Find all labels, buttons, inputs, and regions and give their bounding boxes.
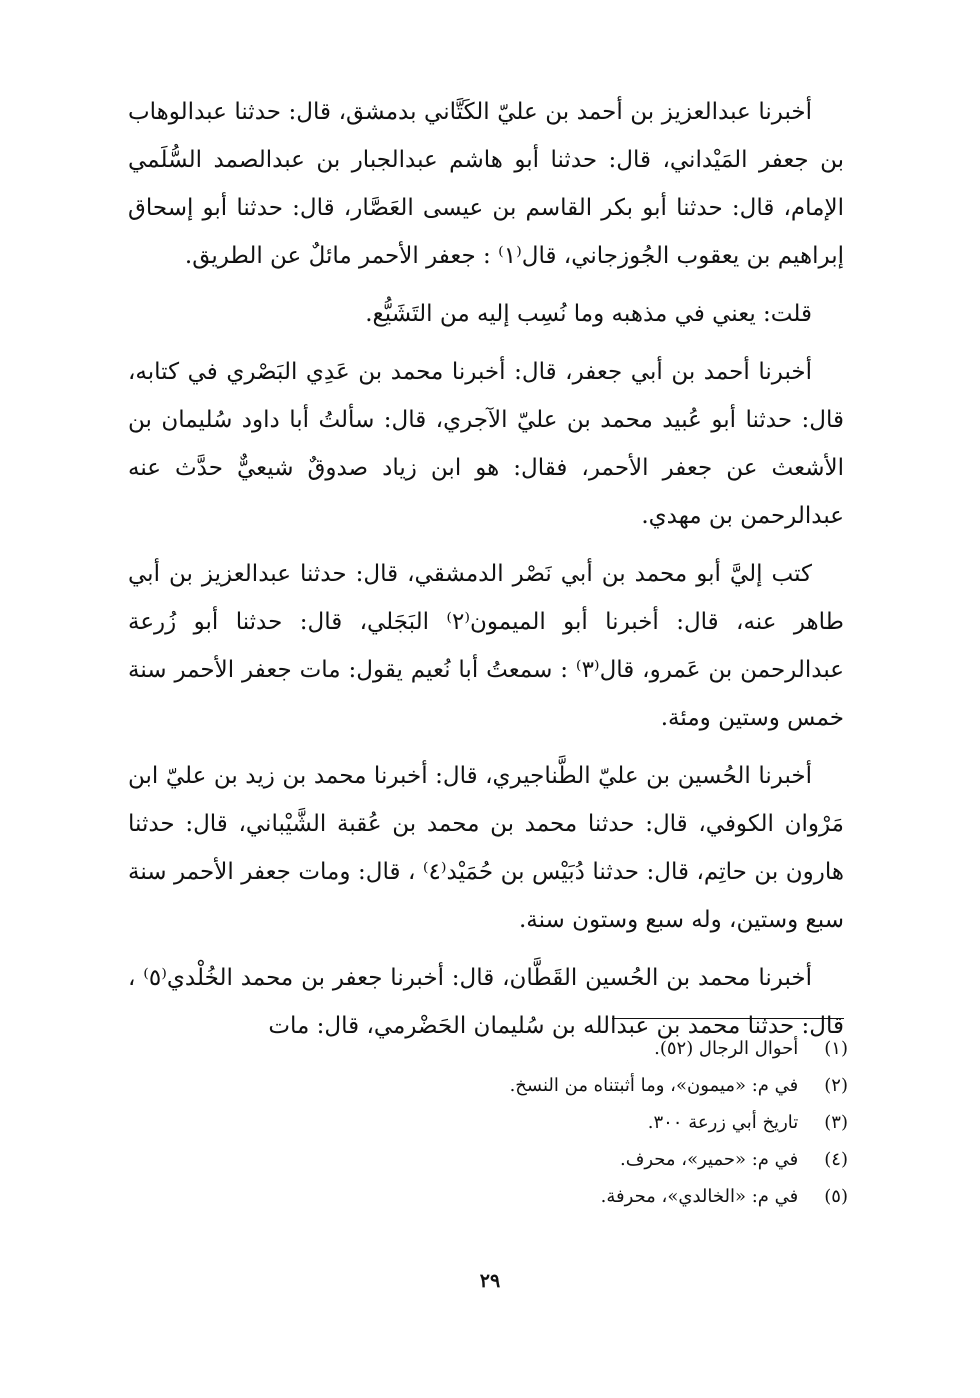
- footnote-text: أحوال الرجال (٥٢).: [654, 1038, 799, 1059]
- footnote-number: (١): [824, 1038, 848, 1059]
- footnote-text: في م: «الخالدي»، محرفة.: [600, 1186, 799, 1207]
- footnote-3: [248, 1104, 848, 1141]
- footnote-5: [248, 1178, 848, 1215]
- paragraph-3: أخبرنا أحمد بن أبي جعفر، قال: أخبرنا محمد بن عَدِي البَصْري في كتابه، قال: حدثنا أبو عُبيد محمد بن عليّ الآجري، قال: سألتُ أبا داود سُليمان بن الأشعث عن جعفر الأحمر، فقال: هو ابن زياد صدوقٌ شيعيٌّ حدَّث عنه عبدالرحمن بن مهدي.: [128, 359, 844, 529]
- paragraph-6: أخبرنا محمد بن الحُسين القَطَّان، قال: أخبرنا جعفر بن محمد الخُلْدي⁽٥⁾ ، قال: حدثنا محمد بن عبدالله بن سُليمان الحَضْرمي، قال: مات: [128, 965, 844, 1039]
- main-text: [128, 88, 844, 1060]
- footnote-number: (٤): [824, 1149, 848, 1170]
- paragraph-1: أخبرنا عبدالعزيز بن أحمد بن عليّ الكَتَّاني بدمشق، قال: حدثنا عبدالوهاب بن جعفر المَيْداني، قال: حدثنا أبو هاشم عبدالجبار بن عبدالصمد السُّلَمي الإمام، قال: حدثنا أبو بكر القاسم بن عيسى العَصَّار، قال: حدثنا أبو إسحاق إبراهيم بن يعقوب الجُوزجاني، قال⁽١⁾ : جعفر الأحمر مائلٌ عن الطريق.: [128, 99, 844, 269]
- footnote-number: (٥): [824, 1186, 848, 1207]
- footnote-separator: [612, 1018, 844, 1019]
- paragraph-4: كتب إليَّ أبو محمد بن أبي نَصْر الدمشقي، قال: حدثنا عبدالعزيز بن أبي طاهر عنه، قال: أخبرنا أبو الميمون⁽٢⁾ البَجَلي، قال: حدثنا أبو زُرعة عبدالرحمن بن عَمرو، قال⁽٣⁾ : سمعتُ أبا نُعيم يقول: مات جعفر الأحمر سنة خمس وستين ومئة.: [128, 561, 844, 731]
- footnote-text: تاريخ أبي زرعة ٣٠٠.: [647, 1112, 799, 1133]
- footnote-number: (٣): [824, 1112, 848, 1133]
- footnote-text: في م: «حمير»، محرف.: [619, 1149, 799, 1170]
- footnotes: [248, 1030, 848, 1215]
- footnote-2: [248, 1067, 848, 1104]
- footnote-number: (٢): [824, 1075, 848, 1096]
- footnote-text: في م: «ميمون»، وما أثبتناه من النسخ.: [509, 1075, 799, 1096]
- footnote-4: [248, 1141, 848, 1178]
- paragraph-2: قلت: يعني في مذهبه وما نُسِب إليه من التَشَيُّع.: [365, 301, 812, 327]
- footnote-1: [248, 1030, 848, 1067]
- paragraph-5: أخبرنا الحُسين بن عليّ الطَّناجيري، قال: أخبرنا محمد بن زيد بن عليّ ابن مَرْوان الكوفي، قال: حدثنا محمد بن محمد بن عُقبة الشَّيْباني، قال: حدثنا هارون بن حاتِم، قال: حدثنا دُبَيْس بن حُمَيْد⁽٤⁾ ، قال: ومات جعفر الأحمر سنة سبع وستين، وله سبع وستون سنة.: [128, 763, 845, 933]
- page-number: ٢٩: [479, 1270, 501, 1292]
